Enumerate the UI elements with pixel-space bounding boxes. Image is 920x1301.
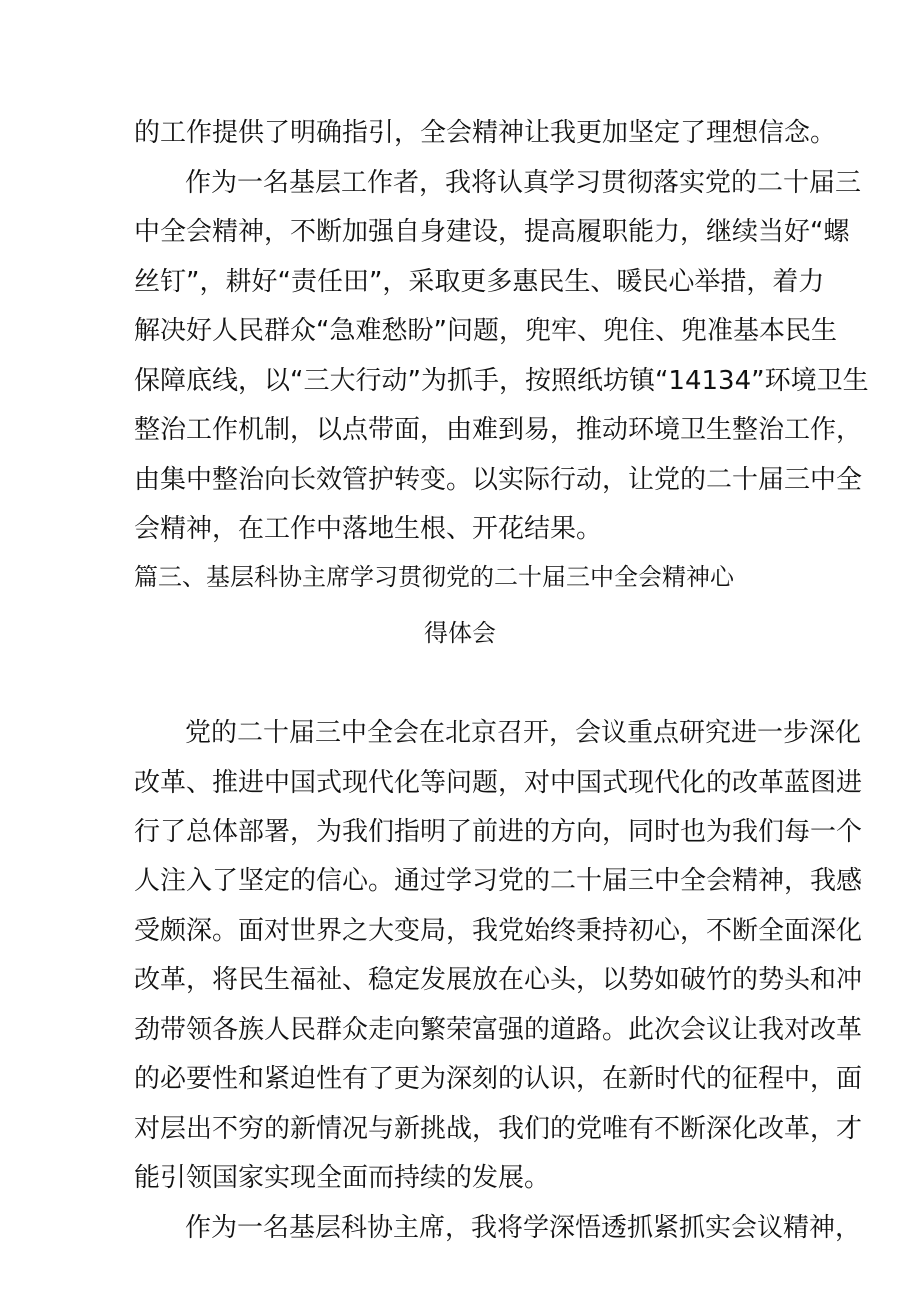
text-line: 受颇深。面对世界之大变局，我党始终秉持初心，不断全面深化 (134, 916, 863, 946)
text-line: 能引领国家实现全面而持续的发展。 (134, 1163, 551, 1193)
text-line: 丝钉”，耕好“责任田”，采取更多惠民生、暖民心举措，着力 (134, 267, 825, 297)
text-line: 由集中整治向长效管护转变。以实际行动，让党的二十届三中全 (134, 465, 863, 495)
text-line: 的必要性和紧迫性有了更为深刻的认识，在新时代的征程中，面 (134, 1064, 863, 1094)
text-line: 中全会精神，不断加强自身建设，提高履职能力，继续当好“螺 (134, 217, 850, 247)
text-line: 对层出不穷的新情况与新挑战，我们的党唯有不断深化改革，才 (134, 1114, 863, 1144)
section-heading: 篇三、基层科协主席学习贯彻党的二十届三中全会精神心 (134, 563, 734, 591)
text-line: 劲带领各族人民群众走向繁荣富强的道路。此次会议让我对改革 (134, 1015, 863, 1045)
text-line: 整治工作机制，以点带面，由难到易，推动环境卫生整治工作， (134, 415, 863, 445)
text-line: 改革、推进中国式现代化等问题，对中国式现代化的改革蓝图进 (134, 768, 863, 798)
text-line: 保障底线，以“三大行动”为抓手，按照纸坊镇“14134”环境卫生 (134, 366, 869, 396)
text-line: 会精神，在工作中落地生根、开花结果。 (134, 514, 603, 544)
section-heading-continued: 得体会 (424, 619, 496, 647)
text-line: 解决好人民群众“急难愁盼”问题，兜牢、兜住、兜准基本民生 (134, 316, 837, 346)
text-line: 行了总体部署，为我们指明了前进的方向，同时也为我们每一个 (134, 817, 863, 847)
text-line: 作为一名基层工作者，我将认真学习贯彻落实党的二十届三 (185, 168, 862, 198)
text-line: 作为一名基层科协主席，我将学深悟透抓紧抓实会议精神， (185, 1213, 862, 1243)
text-line: 的工作提供了明确指引，全会精神让我更加坚定了理想信念。 (134, 118, 837, 148)
text-line: 党的二十届三中全会在北京召开，会议重点研究进一步深化 (185, 718, 862, 748)
text-line: 人注入了坚定的信心。通过学习党的二十届三中全会精神，我感 (134, 866, 863, 896)
text-line: 改革，将民生福祉、稳定发展放在心头，以势如破竹的势头和冲 (134, 965, 863, 995)
